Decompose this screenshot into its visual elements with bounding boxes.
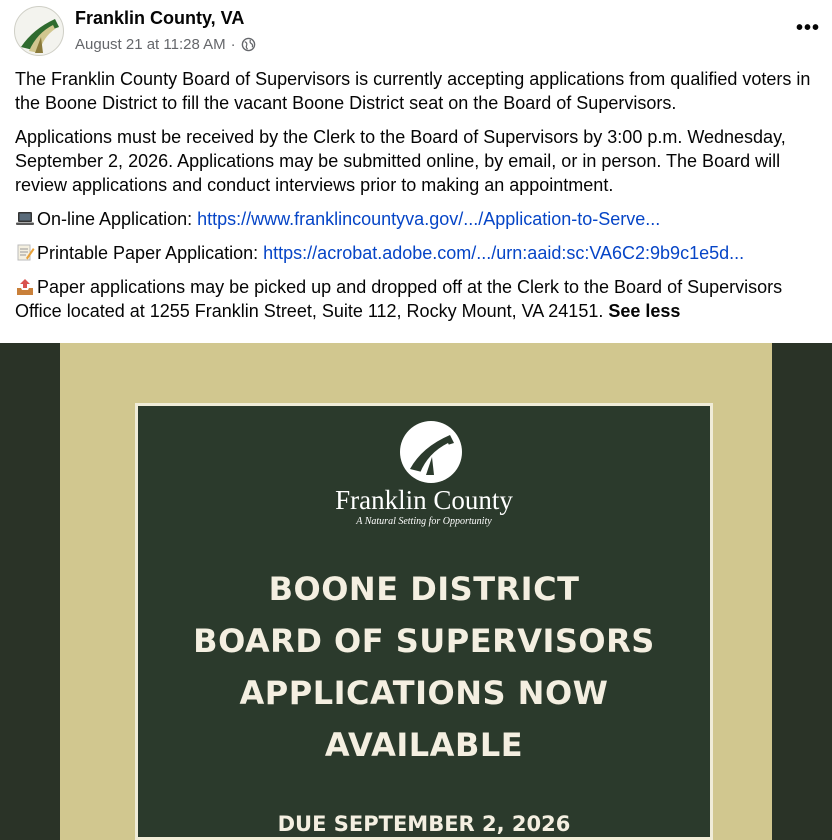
pickup-line — [15, 275, 823, 323]
flyer-panel — [135, 403, 713, 840]
more-options-button[interactable]: ••• — [795, 16, 820, 39]
page-name[interactable]: Franklin County, VA — [75, 8, 245, 28]
post-timestamp[interactable]: August 21 at 11:28 AM — [75, 36, 226, 53]
post-body — [15, 67, 823, 333]
headline-line-3: APPLICATIONS NOW — [239, 674, 609, 712]
paragraph-intro: The Franklin County Board of Supervisors is currently accepting applications from qualified voters in the Boone District to fill the vacant Boone District seat on the Board of Supervisors. — [15, 69, 811, 113]
flyer-county-name: Franklin County — [335, 485, 513, 515]
county-logo — [400, 421, 462, 483]
outbox-tray-icon — [15, 278, 35, 296]
flyer-due-date: DUE SEPTEMBER 2, 2026 — [277, 812, 571, 836]
pickup-text: Paper applications may be picked up and dropped off at the Clerk to the Board of Supervisors Office located at 1255 Franklin Street, Suite 112, Rocky Mount, VA 24151. — [15, 277, 783, 321]
online-application-label: On-line Application: — [37, 209, 198, 229]
online-application-link[interactable]: https://www.franklincountyva.gov/.../Application-to-Serve... — [197, 209, 661, 229]
page-avatar[interactable] — [14, 6, 64, 56]
online-application-line — [15, 207, 823, 231]
globe-icon[interactable] — [241, 37, 256, 52]
paper-application-link[interactable]: https://acrobat.adobe.com/.../urn:aaid:sc:VA6C2:9b9c1e5d... — [263, 243, 745, 263]
paper-application-line — [15, 241, 823, 265]
franklin-county-logo-icon — [15, 7, 64, 56]
post-meta — [75, 36, 256, 53]
meta-separator: · — [230, 36, 236, 53]
flyer-tagline: A Natural Setting for Opportunity — [356, 516, 492, 527]
post-header — [0, 0, 832, 64]
memo-icon — [15, 244, 35, 262]
paragraph-deadline: Applications must be received by the Clerk to the Board of Supervisors by 3:00 p.m. Wednesday, September 2, 2026. Applications may be submitted online, by email, or in person. The Board will review applications and conduct interviews prior to making an appointment. — [15, 127, 786, 195]
county-leaf-icon — [400, 421, 462, 483]
paper-application-label: Printable Paper Application: — [37, 243, 264, 263]
headline-line-4: AVAILABLE — [324, 726, 524, 764]
flyer-headline — [138, 563, 710, 771]
see-less-button[interactable]: See less — [608, 301, 681, 321]
headline-line-1: BOONE DISTRICT — [268, 570, 580, 608]
laptop-icon — [15, 210, 35, 228]
headline-line-2: BOARD OF SUPERVISORS — [193, 622, 655, 660]
